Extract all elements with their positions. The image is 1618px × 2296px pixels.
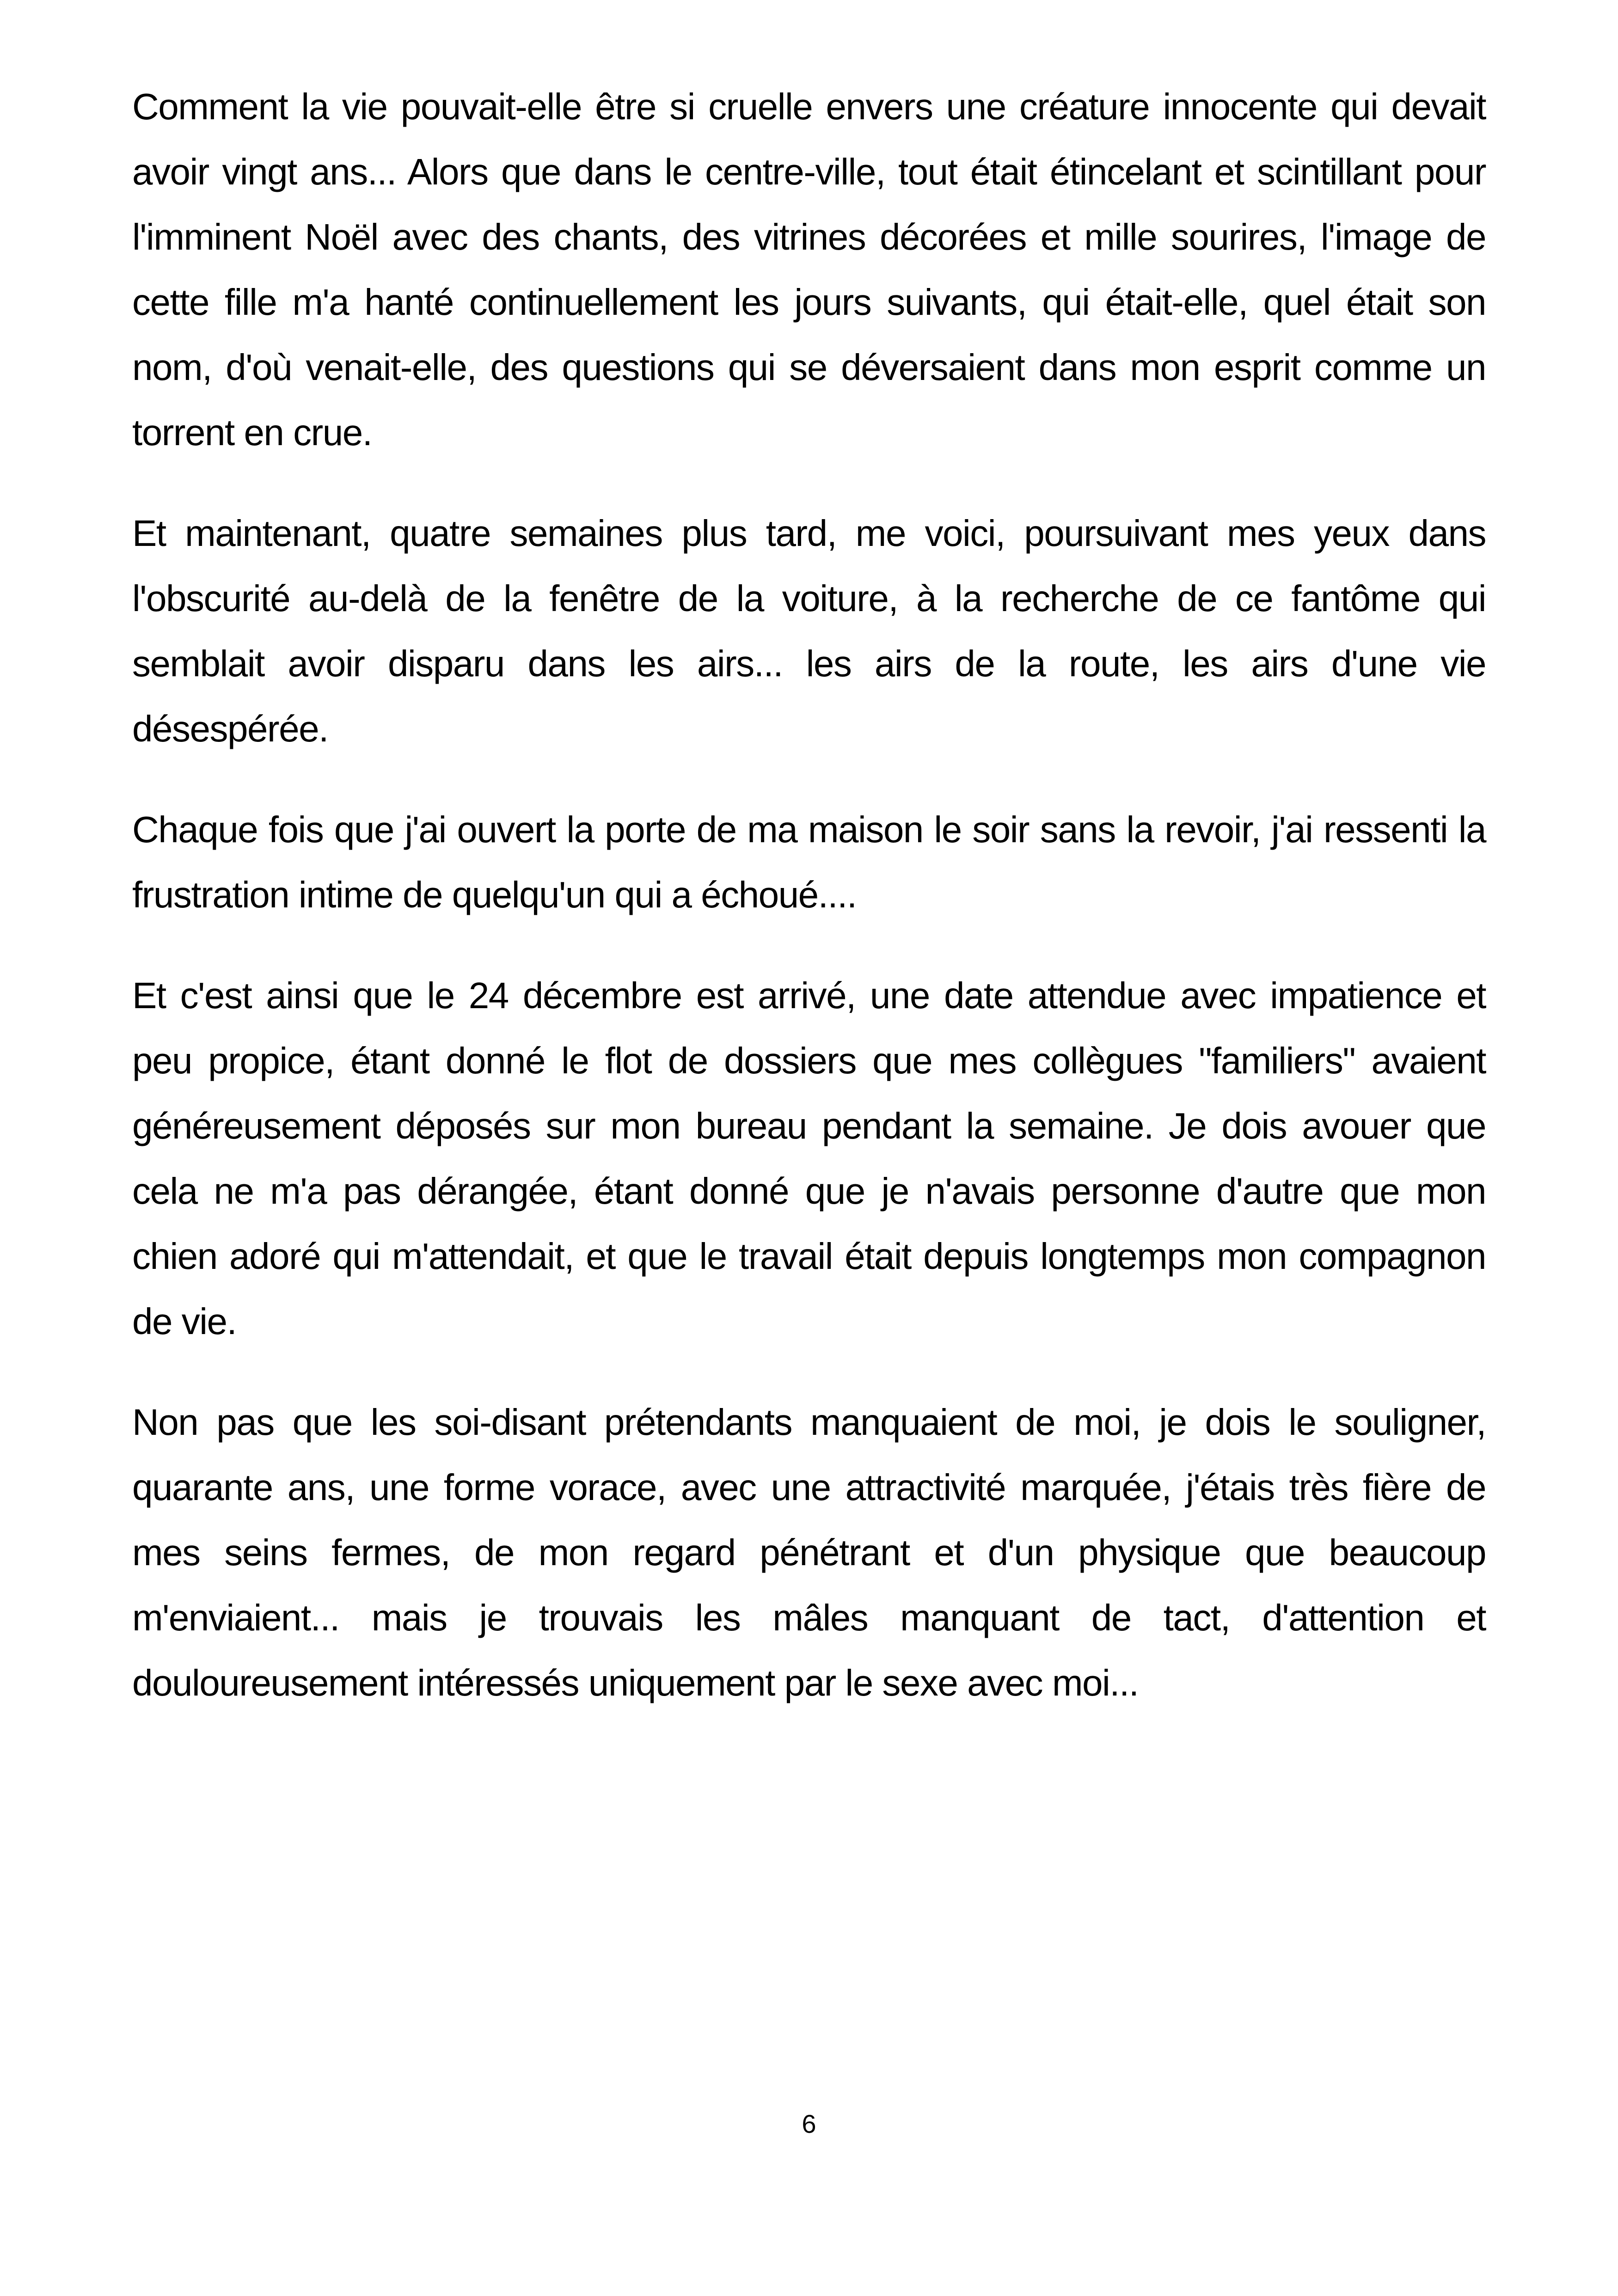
paragraph-2: Et maintenant, quatre semaines plus tard, me voici, poursuivant mes yeux dans l'obscurité au-delà de la fenêtre de la voiture, à la recherche de ce fantôme qui semblait avoir disparu dans les airs... les airs de la route, les airs d'une vie désespérée.	[132, 513, 1486, 749]
body-text	[132, 74, 1486, 1751]
paragraph-4: Et c'est ainsi que le 24 décembre est arrivé, une date attendue avec impatience et peu propice, étant donné le flot de dossiers que mes collègues "familiers" avaient généreusement déposés sur mon bureau pendant la semaine. Je dois avouer que cela ne m'a pas dérangée, étant donné que je n'avais personne d'autre que mon chien adoré qui m'attendait, et que le travail était depuis longtemps mon compagnon de vie.	[132, 975, 1486, 1342]
page-number: 6	[802, 2109, 816, 2138]
paragraph-3: Chaque fois que j'ai ouvert la porte de ma maison le soir sans la revoir, j'ai ressenti la frustration intime de quelqu'un qui a échoué....	[132, 809, 1486, 915]
paragraph-5: Non pas que les soi-disant prétendants manquaient de moi, je dois le souligner, quarante ans, une forme vorace, avec une attractivité marquée, j'étais très fière de mes seins fermes, de mon regard pénétrant et d'un physique que beaucoup m'enviaient... mais je trouvais les mâles manquant de tact, d'attention et douloureusement intéressés uniquement par le sexe avec moi...	[132, 1402, 1486, 1703]
paragraph-1: Comment la vie pouvait-elle être si cruelle envers une créature innocente qui devait avoir vingt ans... Alors que dans le centre-ville, tout était étincelant et scintillant pour l'imminent Noël avec des chants, des vitrines décorées et mille sourires, l'image de cette fille m'a hanté continuellement les jours suivants, qui était-elle, quel était son nom, d'où venait-elle, des questions qui se déversaient dans mon esprit comme un torrent en crue.	[132, 86, 1486, 453]
